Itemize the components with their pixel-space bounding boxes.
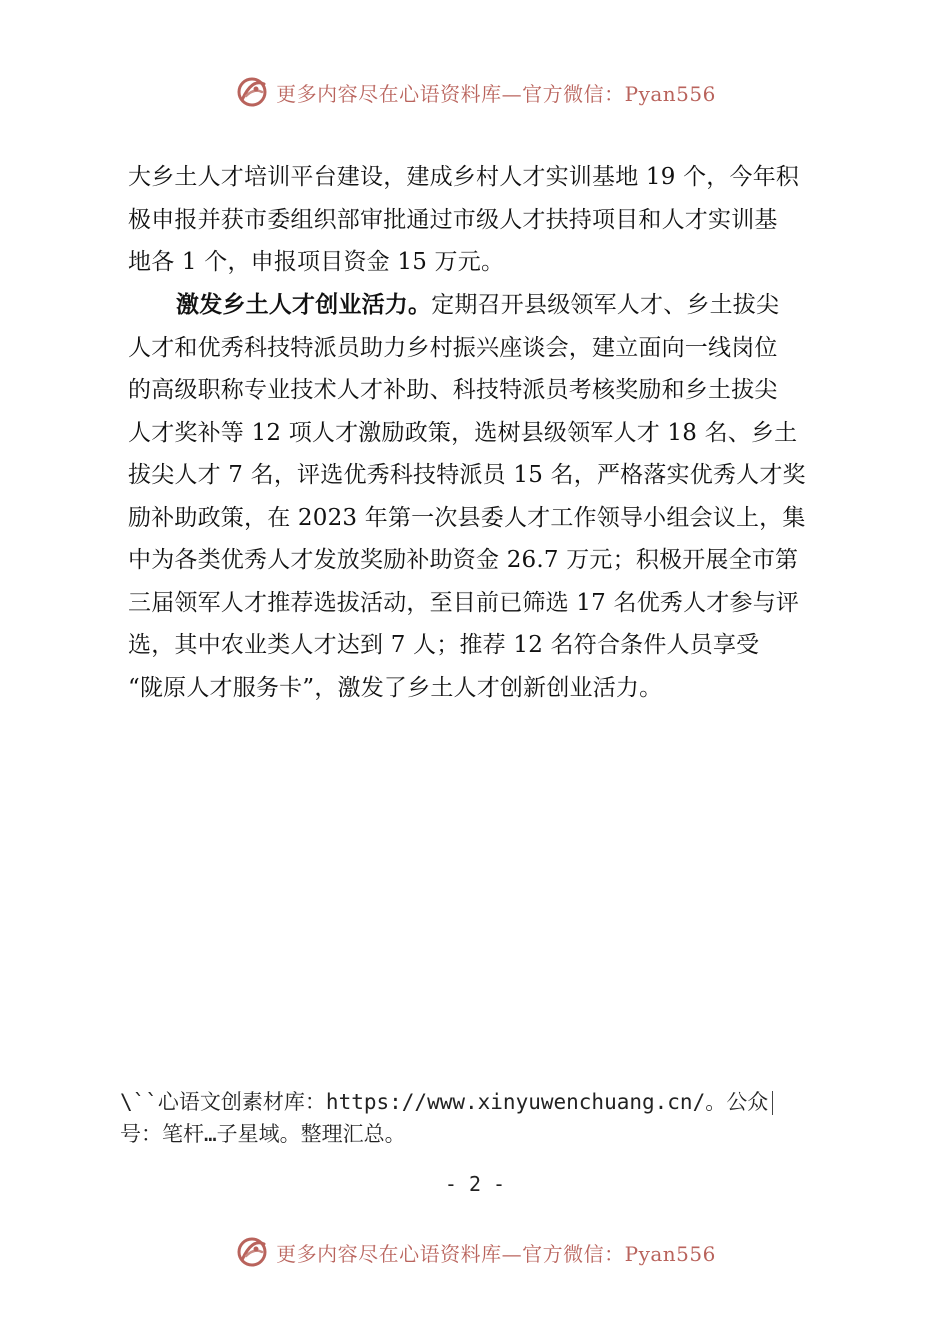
text-line: 人才奖补等 12 项人才激励政策，选树县级领军人才 18 名、乡土 xyxy=(128,419,798,446)
text-line-rest: 定期召开县级领军人才、乡土拔尖 xyxy=(431,292,780,318)
text-line: 励补助政策，在 2023 年第一次县委人才工作领导小组会议上，集 xyxy=(128,504,806,531)
paragraph-continuation xyxy=(128,156,828,284)
footnote-line: 号：笔杆…子星域。整理汇总。 xyxy=(120,1122,406,1146)
watermark-text: 更多内容尽在心语资料库—官方微信：Pyan556 xyxy=(276,81,716,106)
page-number: - 2 - xyxy=(444,1172,506,1196)
watermark-text: 更多内容尽在心语资料库—官方微信：Pyan556 xyxy=(276,1241,716,1266)
text-line: 中为各类优秀人才发放奖励补助资金 26.7 万元；积极开展全市第 xyxy=(128,547,799,573)
footer-watermark xyxy=(0,1230,950,1274)
paragraph-talent-incentives xyxy=(128,284,828,709)
text-line: 三届领军人才推荐选拔活动，至目前已筛选 17 名优秀人才参与评 xyxy=(128,589,800,616)
logo-emblem-icon xyxy=(234,74,270,110)
text-line: 极申报并获市委组织部审批通过市级人才扶持项目和人才实训基 xyxy=(128,206,778,233)
text-line: 拔尖人才 7 名，评选优秀科技特派员 15 名，严格落实优秀人才奖 xyxy=(128,462,806,488)
text-line: 大乡土人才培训平台建设，建成乡村人才实训基地 19 个，今年积 xyxy=(128,164,800,190)
text-cursor-bar xyxy=(772,1091,773,1115)
text-line: “陇原人才服务卡”，激发了乡土人才创新创业活力。 xyxy=(128,674,663,701)
text-line: 的高级职称专业技术人才补助、科技特派员考核奖励和乡土拔尖 xyxy=(128,377,778,403)
paragraph-lead-heading: 激发乡土人才创业活力。 xyxy=(176,292,432,318)
source-footnote xyxy=(120,1086,834,1150)
footnote-line xyxy=(120,1086,834,1118)
text-line: 选，其中农业类人才达到 7 人；推荐 12 名符合条件人员享受 xyxy=(128,632,760,658)
text-line: 地各 1 个，申报项目资金 15 万元。 xyxy=(128,249,505,275)
logo-emblem-icon xyxy=(234,1234,270,1270)
text-line-first xyxy=(128,284,828,327)
footnote-line-text: \``心语文创素材库：https://www.xinyuwenchuang.cn/。公众 xyxy=(120,1090,769,1114)
header-watermark xyxy=(0,70,950,114)
text-line: 人才和优秀科技特派员助力乡村振兴座谈会，建立面向一线岗位 xyxy=(128,334,778,361)
